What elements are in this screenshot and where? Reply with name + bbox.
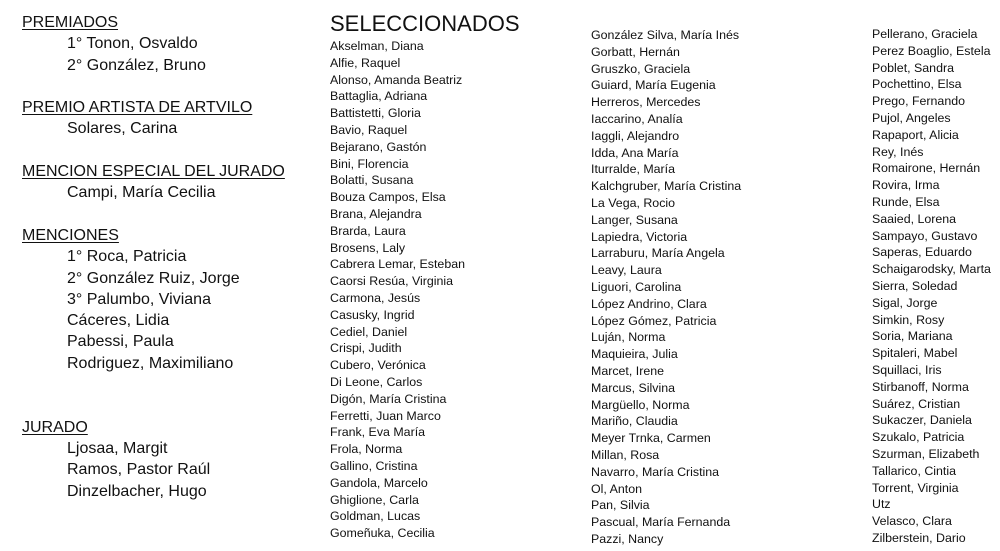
selected-name: Stirbanoff, Norma: [872, 379, 969, 394]
selected-name: Perez Boaglio, Estela: [872, 43, 991, 58]
jury-member: Dinzelbacher, Hugo: [67, 482, 207, 500]
selected-name: Suárez, Cristian: [872, 396, 961, 411]
selected-name: Pan, Silvia: [591, 498, 650, 513]
selected-name: Torrent, Virginia: [872, 480, 959, 495]
selected-name: Mariño, Claudia: [591, 414, 678, 429]
selected-name: Saperas, Eduardo: [872, 245, 972, 260]
selected-name: Schaigarodsky, Marta: [872, 262, 991, 277]
selected-name: Herreros, Mercedes: [591, 95, 701, 110]
awards-column: [22, 12, 312, 502]
selected-name: Pellerano, Graciela: [872, 27, 978, 41]
award-item: 2° González Ruiz, Jorge: [67, 269, 240, 287]
selected-name: La Vega, Rocio: [591, 195, 676, 210]
selected-name: Prego, Fernando: [872, 94, 965, 109]
selected-name: Leavy, Laura: [591, 263, 662, 278]
selected-name: Brarda, Laura: [330, 223, 406, 238]
selected-name: Gruszko, Graciela: [591, 61, 691, 76]
jury-member: Ljosaa, Margit: [67, 439, 168, 457]
selected-name: Szurman, Elizabeth: [872, 446, 980, 461]
spacer: [22, 374, 312, 417]
selected-name: Margüello, Norma: [591, 397, 690, 412]
award-item: Pabessi, Paula: [67, 333, 174, 351]
selected-name: Battaglia, Adriana: [330, 89, 428, 104]
selected-name: Sierra, Soledad: [872, 278, 958, 293]
selected-name: Cediel, Daniel: [330, 324, 408, 339]
section-jurado: [22, 417, 312, 502]
selected-name: Battistetti, Gloria: [330, 106, 421, 121]
selected-name: Lapiedra, Victoria: [591, 229, 688, 244]
selected-name: Casusky, Ingrid: [330, 307, 415, 322]
award-item: Campi, María Cecilia: [67, 184, 216, 202]
award-item: 3° Palumbo, Viviana: [67, 290, 211, 308]
selected-name: Poblet, Sandra: [872, 60, 954, 75]
spacer: [22, 76, 312, 97]
selected-name: Brana, Alejandra: [330, 206, 422, 221]
selected-name: Pazzi, Nancy: [591, 531, 664, 546]
selected-name: Iturralde, María: [591, 162, 676, 177]
selected-name: Simkin, Rosy: [872, 312, 945, 327]
selected-name: Gallino, Cristina: [330, 458, 418, 473]
spacer: [22, 140, 312, 161]
section-premiados: [22, 12, 312, 76]
selected-name: Iaccarino, Analía: [591, 111, 683, 126]
selected-name: Millan, Rosa: [591, 447, 660, 462]
selected-name: Goldman, Lucas: [330, 509, 421, 524]
selected-name: Pascual, María Fernanda: [591, 515, 731, 530]
jury-member: Ramos, Pastor Raúl: [67, 461, 211, 479]
selected-name: Gorbatt, Hernán: [591, 44, 680, 59]
selected-name: Soria, Mariana: [872, 329, 953, 344]
selected-name: Carmona, Jesús: [330, 290, 421, 305]
selected-name: Alfie, Raquel: [330, 55, 401, 70]
section-heading: JURADO: [22, 418, 88, 436]
selected-name: Caorsi Resúa, Virginia: [330, 274, 454, 289]
selected-name: Sukaczer, Daniela: [872, 413, 972, 428]
selected-name: Sampayo, Gustavo: [872, 228, 978, 243]
selected-name: Larraburu, María Angela: [591, 246, 725, 261]
spacer: [22, 204, 312, 225]
selected-name: López Andrino, Clara: [591, 296, 707, 311]
selected-name: Gandola, Marcelo: [330, 475, 428, 490]
selected-name: Cabrera Lemar, Esteban: [330, 257, 465, 272]
selected-name: Di Leone, Carlos: [330, 374, 423, 389]
selected-name: Rapaport, Alicia: [872, 127, 959, 142]
selected-name: Navarro, María Cristina: [591, 464, 720, 479]
selected-name: Saaied, Lorena: [872, 211, 957, 226]
award-item: Cáceres, Lidia: [67, 312, 170, 330]
selected-name: Akselman, Diana: [330, 39, 424, 53]
selected-title: SELECCIONADOS: [330, 11, 520, 36]
selected-name: Rey, Inés: [872, 144, 924, 159]
selected-name: Rovira, Irma: [872, 178, 940, 193]
selected-name: González Silva, María Inés: [591, 28, 740, 42]
selected-name: Crispi, Judith: [330, 341, 402, 356]
selected-list-column-1: [330, 38, 580, 542]
award-item: 1° Roca, Patricia: [67, 248, 187, 266]
selected-name: Guiard, María Eugenia: [591, 78, 716, 93]
selected-name: Bini, Florencia: [330, 156, 409, 171]
selected-name: Cubero, Verónica: [330, 358, 426, 373]
selected-name: Tallarico, Cintia: [872, 463, 957, 478]
selected-name: Marcet, Irene: [591, 363, 664, 378]
selected-list-column-3: [872, 26, 1000, 547]
award-item: Solares, Carina: [67, 120, 178, 138]
section-mencion-especial: [22, 161, 312, 204]
selected-name: Liguori, Carolina: [591, 279, 682, 294]
selected-name: Brosens, Laly: [330, 240, 406, 255]
selected-name: Romairone, Hernán: [872, 161, 981, 176]
selected-name: Bolatti, Susana: [330, 173, 414, 188]
selected-name: Idda, Ana María: [591, 145, 679, 160]
selected-name: López Gómez, Patricia: [591, 313, 717, 328]
selected-name: Ghiglione, Carla: [330, 492, 419, 507]
selected-name: Bouza Campos, Elsa: [330, 190, 446, 205]
section-premio-artista: [22, 97, 312, 140]
section-heading: PREMIADOS: [22, 14, 119, 31]
award-item: 2° González, Bruno: [67, 56, 206, 74]
selected-name: Digón, María Cristina: [330, 391, 447, 406]
section-heading: MENCION ESPECIAL DEL JURADO: [22, 163, 285, 181]
selected-name: Spitaleri, Mabel: [872, 346, 958, 361]
selected-name: Ol, Anton: [591, 481, 642, 496]
selected-name: Marcus, Silvina: [591, 380, 676, 395]
selected-name: Szukalo, Patricia: [872, 430, 965, 445]
section-menciones: [22, 225, 312, 374]
selected-name: Gomeñuka, Cecilia: [330, 526, 435, 541]
selected-name: Frola, Norma: [330, 442, 403, 457]
selected-list-column-2: [591, 27, 861, 548]
selected-name: Langer, Susana: [591, 212, 678, 227]
selected-name: Frank, Eva María: [330, 425, 426, 440]
selected-name: Zilberstein, Dario: [872, 530, 966, 545]
selected-name: Iaggli, Alejandro: [591, 128, 680, 143]
selected-name: Utz: [872, 497, 891, 512]
selected-name: Bavio, Raquel: [330, 122, 408, 137]
section-heading: PREMIO ARTISTA DE ARTVILO: [22, 99, 253, 117]
selected-name: Bejarano, Gastón: [330, 139, 427, 154]
selected-name: Meyer Trnka, Carmen: [591, 431, 711, 446]
selected-name: Luján, Norma: [591, 330, 666, 345]
selected-name: Kalchgruber, María Cristina: [591, 179, 742, 194]
award-item: Rodriguez, Maximiliano: [67, 354, 234, 372]
selected-name: Sigal, Jorge: [872, 295, 938, 310]
selected-name: Runde, Elsa: [872, 194, 940, 209]
selected-name: Squillaci, Iris: [872, 362, 942, 377]
section-heading: MENCIONES: [22, 226, 119, 244]
selected-name: Pujol, Angeles: [872, 110, 951, 125]
selected-name: Alonso, Amanda Beatriz: [330, 72, 463, 87]
selected-name: Ferretti, Juan Marco: [330, 408, 441, 423]
award-item: 1° Tonon, Osvaldo: [67, 35, 198, 53]
selected-name: Pochettino, Elsa: [872, 77, 962, 92]
selected-name: Maquieira, Julia: [591, 347, 678, 362]
selected-name: Velasco, Clara: [872, 514, 952, 529]
